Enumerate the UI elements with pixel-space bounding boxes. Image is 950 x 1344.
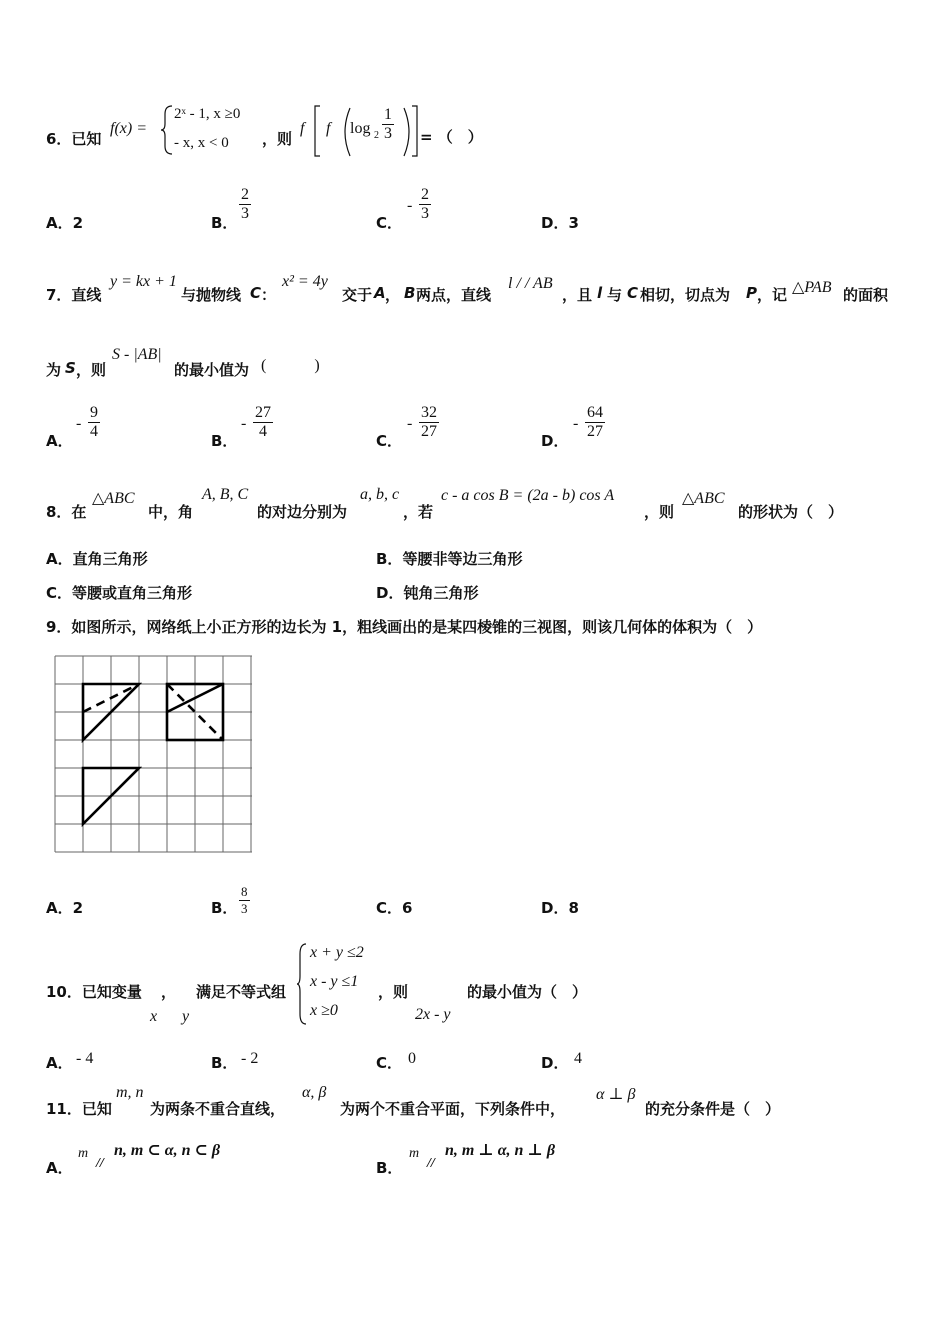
q10-option-c-label: C． [376,1054,403,1072]
q7-t4a: l [597,284,603,302]
q9-option-b-frac: $\frac{8}{3}$ [241,884,248,916]
q8-t4: ，若 [403,503,434,521]
q11-planes: α, β [302,1084,327,1101]
q7-option-d-label: D． [541,432,569,450]
q7-t3a: A [374,284,386,302]
q7-option-b-sign: - [241,415,247,432]
q10-option-c-value: 0 [408,1050,416,1067]
q8-t2: 中，角 [148,503,194,521]
q9-option-c: C．6 [376,899,413,917]
q7-l2d: 的最小值为 [174,361,250,379]
q11-t2: 为两条不重合直线， [150,1100,286,1118]
q7-option-d-sign: - [573,415,579,432]
q6-tail: = （ ） [420,128,483,146]
q10-option-a-label: A． [46,1054,73,1072]
q11-option-b-m: m [409,1146,420,1161]
q8-equation: c - a cos B = (2a - b) cos A [441,487,615,504]
q8-t5: ，则 [644,503,675,521]
q9-option-b-label: B． [211,899,238,917]
q6-fraction [382,106,394,143]
q7-t3: 交于 [342,286,373,304]
q7-t4: ，且 [562,286,593,304]
q11-option-b-rest: n, m ⊥ α, n ⊥ β [445,1142,556,1159]
q9-option-a: A．2 [46,899,84,917]
q8-t1: 8．在 [46,503,87,521]
q11-t4: 的充分条件是（ ） [645,1100,781,1118]
q8-option-a: A．直角三角形 [46,550,148,568]
q7-t2c: ： [261,286,277,304]
q10-brace [296,942,308,1026]
q6-f-inner: f [326,120,331,137]
q6-case1: 2ˣ - 1, x ≥0 [174,106,241,122]
q7-option-a-label: A． [46,432,73,450]
q7-option-b-frac: $\frac{27}{4}$ [255,404,271,440]
q10-option-a-value: - 4 [76,1050,94,1067]
q8-triangle-1: △ABC [92,490,135,507]
q9-three-view-figure [52,652,258,858]
q7-line-eq: y = kx + 1 [110,273,177,290]
q11-option-b-label: B． [376,1159,403,1177]
q6-option-c-sign: - [407,197,413,214]
q8-triangle-2: △ABC [682,490,725,507]
q11-option-a-label: A． [46,1159,73,1177]
q6-option-c-frac: $\frac{2}{3}$ [421,186,429,222]
q8-sides: a, b, c [360,486,400,503]
q10-t2: ， [161,983,177,1001]
q11-option-a-parallel: // [96,1156,104,1171]
q10-ineq-1: x + y ≤2 [310,944,364,961]
q10-ineq-3: x ≥0 [310,1002,338,1019]
q8-option-c: C．等腰或直角三角形 [46,584,193,602]
q10-t4: ，则 [378,983,409,1001]
q11-perp: α ⊥ β [596,1086,636,1103]
q7-option-a-frac: $\frac{9}{4}$ [90,404,98,440]
q7-parabola: x² = 4y [282,273,328,290]
q7-blank: ( ) [261,357,320,374]
q10-t1: 10．已知变量 [46,983,142,1001]
q11-option-a-m: m [78,1146,89,1161]
q7-option-a-sign: - [76,415,82,432]
q7-l2b: S [65,359,76,377]
q7-t4c: C [627,284,639,302]
q7-t3c: B [404,284,416,302]
q7-t2b: C [250,284,262,302]
q7-t4d: 相切，切点为 [640,286,731,304]
q8-t3: 的对边分别为 [257,503,348,521]
q10-option-b-label: B． [211,1054,238,1072]
q10-option-d-label: D． [541,1054,569,1072]
q10-option-b-value: - 2 [241,1050,259,1067]
q7-t5: 的面积 [843,286,889,304]
q8-t6: 的形状为（ ） [738,503,844,521]
q6-option-c-label: C． [376,214,403,232]
q6-option-a: A．2 [46,214,84,232]
q7-l2a: 为 [46,361,62,379]
q7-option-d-frac: $\frac{64}{27}$ [587,404,603,440]
q6-option-d: D．3 [541,214,579,232]
q6-f-outer: f [300,120,305,137]
q11-lines: m, n [116,1084,144,1101]
q8-option-d: D．钝角三角形 [376,584,479,602]
q6-frac-num: 1 [384,106,392,123]
q7-line-l: l / / AB [508,275,553,292]
q10-t5: 的最小值为（ ） [467,983,588,1001]
q10-option-d-value: 4 [574,1050,582,1067]
q6-then: ，则 [262,130,293,148]
q7-t4e: P [746,284,757,302]
q7-t1: 7．直线 [46,286,102,304]
q6-case2: - x, x < 0 [174,135,229,151]
q7-t2: 与抛物线 [181,286,242,304]
q9-option-d: D．8 [541,899,579,917]
q6-log-base: 2 [374,130,379,141]
q7-t3b: ， [385,286,401,304]
q10-t3: 满足不等式组 [196,983,287,1001]
q6-func: f(x) = [110,120,147,137]
q6-option-b-label: B． [211,214,238,232]
q7-option-b-label: B． [211,432,238,450]
q7-t4b: 与 [607,286,623,304]
q7-option-c-label: C． [376,432,403,450]
q8-option-b: B．等腰非等边三角形 [376,550,523,568]
q7-triangle: △PAB [792,279,832,296]
q10-ineq-2: x - y ≤1 [310,973,359,990]
q11-option-a-rest: n, m ⊂ α, n ⊂ β [114,1142,221,1159]
q7-option-c-frac: $\frac{32}{27}$ [421,404,437,440]
q6-brace [160,104,174,156]
q6-log: log [350,120,371,137]
q7-t3d: 两点，直线 [416,286,492,304]
q6-frac-den: 3 [384,125,392,142]
q11-t3: 为两个不重合平面，下列条件中， [340,1100,566,1118]
q10-var-y: y [182,1008,190,1025]
q10-var-x: x [150,1008,158,1025]
q7-t4f: ，记 [757,286,788,304]
q7-option-c-sign: - [407,415,413,432]
q8-angles: A, B, C [202,486,249,503]
q6-number: 6．已知 [46,130,102,148]
q7-l2c: ，则 [76,361,107,379]
q11-t1: 11．已知 [46,1100,112,1118]
q10-objective: 2x - y [415,1006,451,1023]
q11-option-b-parallel: // [427,1156,435,1171]
q9-text: 9．如图所示，网络纸上小正方形的边长为 1，粗线画出的是某四棱锥的三视图，则该几何体的体积为（ ） [46,618,763,636]
q7-expr: S - |AB| [112,346,162,363]
q6-option-b-frac: $\frac{2}{3}$ [241,186,249,222]
